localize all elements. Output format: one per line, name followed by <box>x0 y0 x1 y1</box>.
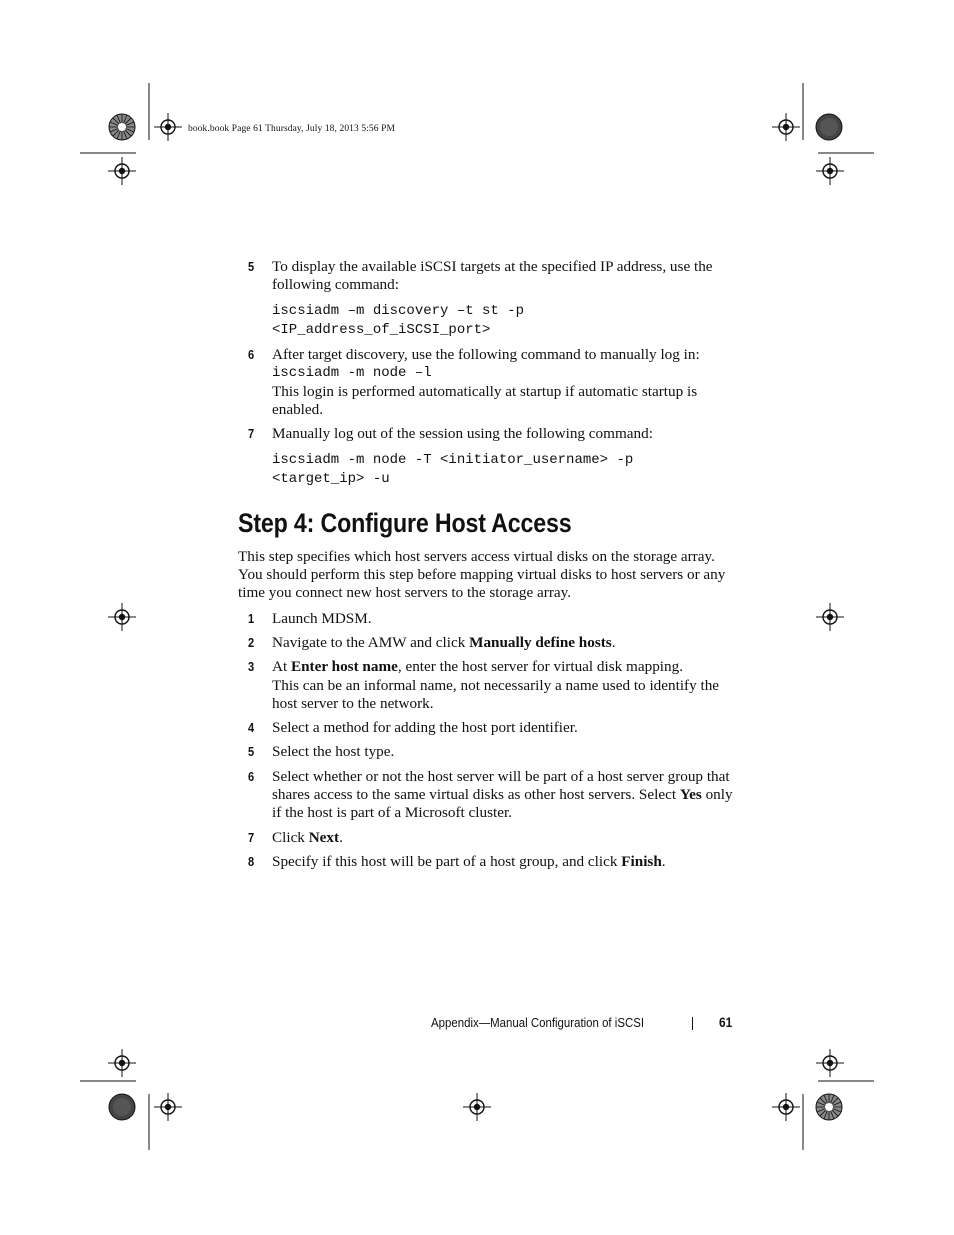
ui-label-enter-host-name: Enter host name <box>290 658 398 676</box>
step-number: 6 <box>248 768 255 784</box>
code-discovery-command: iscsiadm –m discovery –t st -p <IP_address_of_iSCSI_port> <box>272 302 525 338</box>
step-number: 6 <box>248 346 255 362</box>
ui-label-next: Next <box>308 828 340 846</box>
ui-label-finish: Finish <box>621 852 662 870</box>
step-number: 5 <box>248 259 255 274</box>
step-text: Click Next. <box>272 828 343 846</box>
code-login-command: iscsiadm -m node –l <box>272 364 432 381</box>
step-7-click-next <box>238 829 738 847</box>
step-number: 7 <box>248 426 255 442</box>
step-number: 2 <box>248 634 255 650</box>
step-text: Select whether or not the host server will be part of a host server group that shares access to the same virtual disks as other host servers. Select Yes only if the host is part of a Microsoft cluster. <box>272 767 733 822</box>
page-number: 61 <box>719 1014 733 1030</box>
step-3-enter-host-name <box>238 658 738 713</box>
footer-section-title: Appendix—Manual Configuration of iSCSI <box>431 1015 645 1030</box>
step-6-host-group <box>238 768 738 823</box>
step-text: Select a method for adding the host port identifier. <box>272 719 578 737</box>
step-2-navigate <box>238 634 738 652</box>
ui-label-manually-define-hosts: Manually define hosts <box>469 633 612 651</box>
section-heading: Step 4: Configure Host Access <box>238 507 572 538</box>
step-number: 8 <box>248 853 255 869</box>
footer-separator <box>692 1017 693 1030</box>
step-text: At Enter host name, enter the host server for virtual disk mapping. <box>272 658 683 676</box>
step-8-finish <box>238 853 738 871</box>
step-number: 1 <box>248 610 255 626</box>
step-note: This login is performed automatically at startup if automatic startup is enabled. <box>272 382 698 419</box>
step-7-logout <box>238 425 738 488</box>
ui-label-yes: Yes <box>679 786 702 804</box>
section-intro: This step specifies which host servers access virtual disks on the storage array. You should perform this step before mapping virtual disks to host servers or any time you connect new host servers to the storage array. <box>238 547 726 602</box>
step-number: 7 <box>248 829 255 845</box>
step-note: This can be an informal name, not necessarily a name used to identify the host server to the network. <box>272 676 720 712</box>
step-text: Launch MDSM. <box>272 609 372 627</box>
step-6-login <box>238 346 738 420</box>
step-text: Navigate to the AMW and click Manually define hosts. <box>272 633 616 651</box>
step-text: To display the available iSCSI targets at the specified IP address, use the following command: <box>272 258 713 294</box>
page-body <box>238 258 738 877</box>
step-1-launch <box>238 610 738 628</box>
step-5-host-type <box>238 743 738 761</box>
step-number: 5 <box>248 744 255 760</box>
step-text: Manually log out of the session using the following command: <box>272 425 653 443</box>
step-text: Specify if this host will be part of a host group, and click Finish. <box>272 852 666 870</box>
step-5-display-targets <box>238 258 738 340</box>
step-number: 3 <box>248 659 255 675</box>
step-number: 4 <box>248 720 255 736</box>
step-text: After target discovery, use the following command to manually log in: <box>272 345 700 363</box>
step-4-port-identifier <box>238 719 738 737</box>
print-info-slug: book.book Page 61 Thursday, July 18, 2013 5:56 PM <box>188 124 396 134</box>
code-logout-command: iscsiadm -m node -T <initiator_username> -p <target_ip> -u <box>272 451 634 487</box>
step-text: Select the host type. <box>272 743 395 761</box>
